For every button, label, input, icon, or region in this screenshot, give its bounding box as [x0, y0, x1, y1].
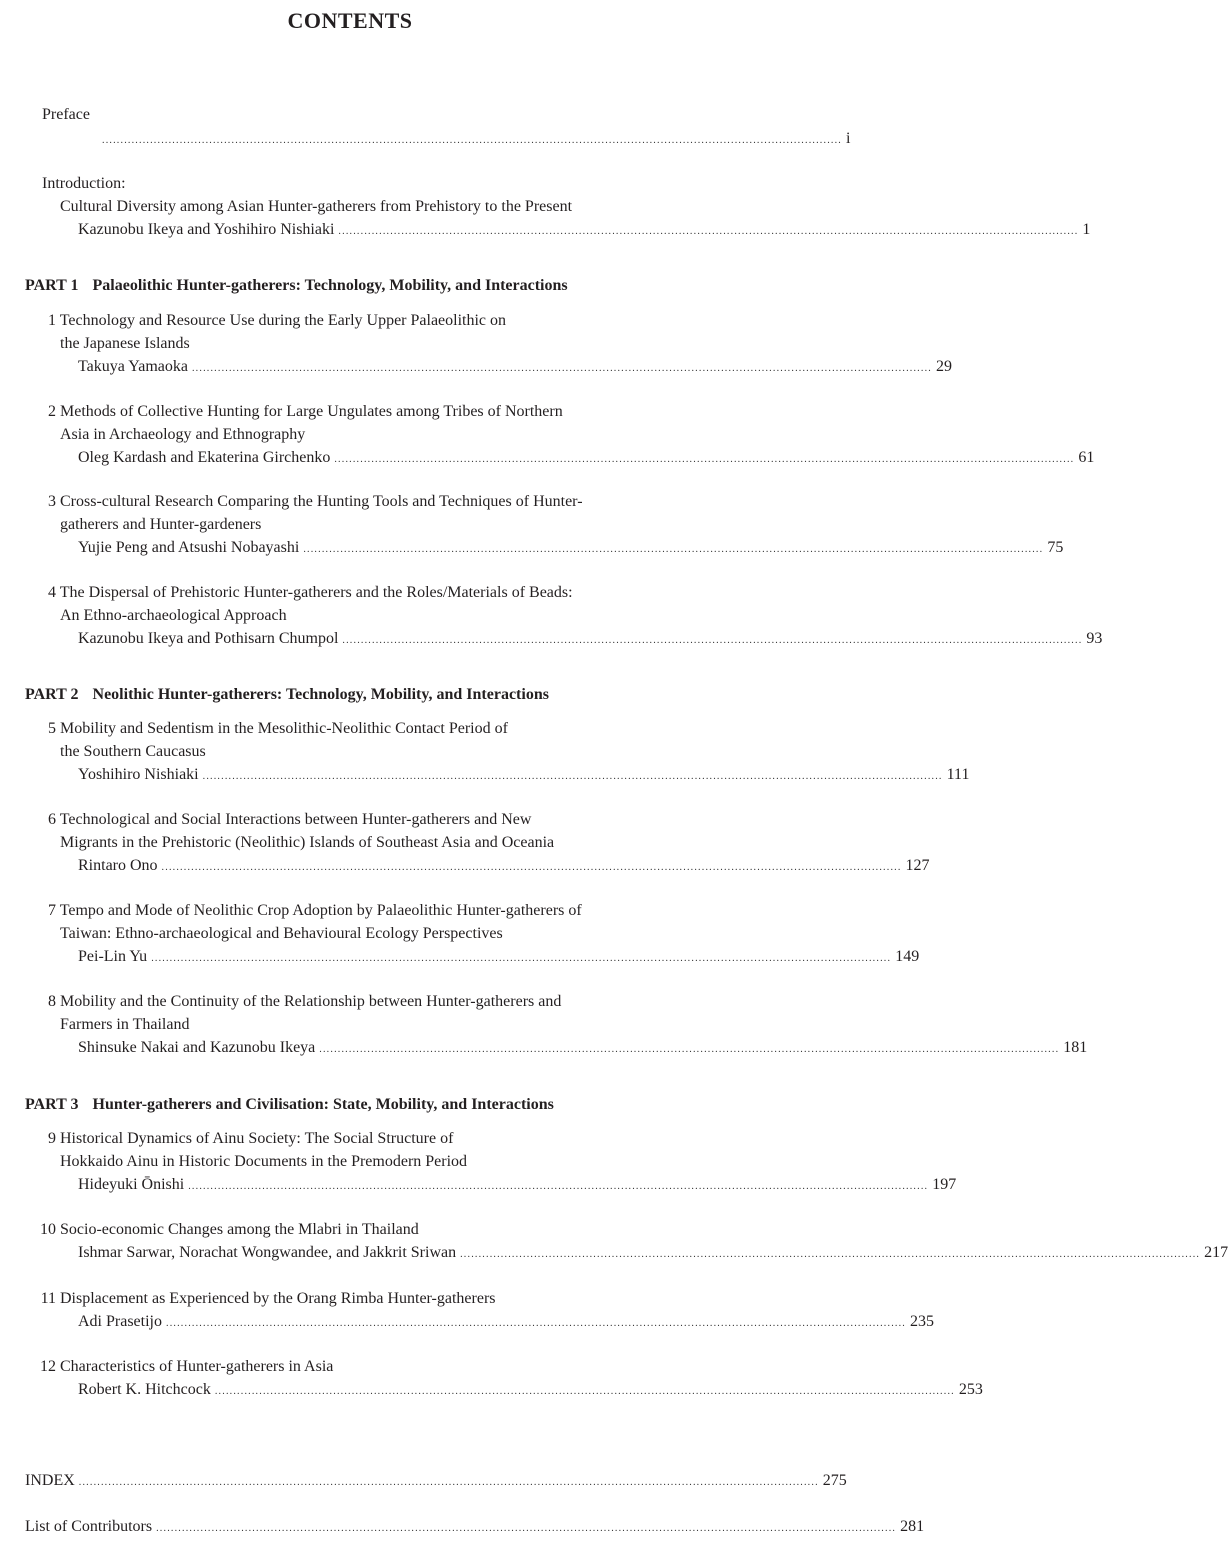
dot-leader: ........................................................................................................................................................................................................ [166, 1318, 906, 1329]
dot-leader: ........................................................................................................................................................................................................ [342, 635, 1083, 646]
chapter-6-title-line-2: Migrants in the Prehistoric (Neolithic) Islands of Southeast Asia and Oceania [60, 834, 555, 851]
chapter-number: 12 [40, 1358, 56, 1375]
chapter-title-text: Mobility and the Continuity of the Relationship between Hunter-gatherers and [60, 993, 562, 1010]
chapter-5-title-line-2: the Southern Caucasus [60, 743, 206, 760]
page-number: 75 [1047, 539, 1064, 556]
chapter-9-authors-line [78, 1173, 957, 1196]
chapter-1-title-line-1 [38, 309, 506, 332]
dot-leader: ........................................................................................................................................................................................................ [319, 1044, 1060, 1055]
chapter-number: 11 [40, 1290, 56, 1307]
preface-leader [102, 127, 851, 150]
dot-leader: ........................................................................................................................................................................................................ [334, 454, 1075, 465]
chapter-4-title-line-2: An Ethno-archaeological Approach [60, 607, 287, 624]
dot-leader: ........................................................................................................................................................................................................ [338, 226, 1079, 237]
chapter-10-authors-line [78, 1241, 1228, 1264]
dot-leader: ........................................................................................................................................................................................................ [156, 1523, 897, 1534]
chapter-title-text: Characteristics of Hunter-gatherers in Asia [60, 1358, 334, 1375]
dot-leader: ........................................................................................................................................................................................................ [214, 1386, 955, 1397]
dot-leader: ........................................................................................................................................................................................................ [188, 1181, 929, 1192]
chapter-1-authors-line [78, 355, 952, 378]
chapter-9-title-line-1 [38, 1127, 453, 1150]
page-number: 235 [910, 1313, 934, 1330]
chapter-authors: Robert K. Hitchcock [78, 1381, 211, 1398]
chapter-number: 7 [48, 902, 56, 919]
dot-leader: ........................................................................................................................................................................................................ [151, 953, 892, 964]
chapter-authors: Oleg Kardash and Ekaterina Girchenko [78, 449, 331, 466]
page-number: 253 [958, 1381, 983, 1398]
chapter-5-authors-line [78, 763, 970, 786]
chapter-title-text: Technology and Resource Use during the Early Upper Palaeolithic on [59, 312, 507, 329]
page-number: 111 [946, 766, 970, 783]
dot-leader: ........................................................................................................................................................................................................ [303, 544, 1044, 555]
introduction-authors-line [78, 218, 1091, 241]
chapter-title-text: Socio-economic Changes among the Mlabri in Thailand [60, 1221, 419, 1238]
part-title: Neolithic Hunter-gatherers: Technology, Mobility, and Interactions [92, 686, 549, 703]
chapter-11-title-line-1 [38, 1287, 496, 1310]
page-number: 149 [895, 948, 920, 965]
page-number: 197 [932, 1176, 957, 1193]
page-number: 127 [905, 857, 930, 874]
page-number: 181 [1063, 1039, 1088, 1056]
chapter-title-text: Technological and Social Interactions between Hunter-gatherers and New [59, 811, 532, 828]
chapter-authors: Adi Prasetijo [78, 1313, 162, 1330]
page-number: 61 [1078, 449, 1095, 466]
page-number: 1 [1082, 221, 1091, 238]
contributors-line [25, 1515, 925, 1538]
part-title: Hunter-gatherers and Civilisation: State, Mobility, and Interactions [92, 1096, 554, 1113]
dot-leader: ........................................................................................................................................................................................................ [161, 862, 902, 873]
page-number: 281 [900, 1518, 925, 1535]
chapter-title-text: Historical Dynamics of Ainu Society: The Social Structure of [60, 1130, 454, 1147]
part-label: PART 2 [25, 686, 79, 703]
chapter-number: 3 [48, 493, 56, 510]
chapter-number: 8 [48, 993, 56, 1010]
part-2-heading [25, 683, 549, 706]
chapter-number: 6 [48, 811, 56, 828]
chapter-9-title-line-2: Hokkaido Ainu in Historic Documents in the Premodern Period [60, 1153, 468, 1170]
chapter-1-title-line-2: the Japanese Islands [60, 335, 190, 352]
chapter-7-authors-line [78, 945, 920, 968]
part-title: Palaeolithic Hunter-gatherers: Technology, Mobility, and Interactions [92, 277, 568, 294]
dot-leader: ........................................................................................................................................................................................................ [202, 771, 943, 782]
page-number: 93 [1086, 630, 1103, 647]
page-number: 29 [935, 358, 952, 375]
chapter-2-authors-line [78, 446, 1095, 469]
chapter-authors: Yoshihiro Nishiaki [78, 766, 199, 783]
chapter-number: 10 [40, 1221, 56, 1238]
chapter-8-authors-line [78, 1036, 1088, 1059]
chapter-2-title-line-1 [38, 400, 563, 423]
chapter-2-title-line-2: Asia in Archaeology and Ethnography [60, 426, 306, 443]
chapter-8-title-line-1 [38, 990, 561, 1013]
chapter-7-title-line-1 [38, 899, 582, 922]
chapter-10-title-line-1 [38, 1218, 419, 1241]
chapter-authors: Takuya Yamaoka [78, 358, 188, 375]
chapter-title-text: Methods of Collective Hunting for Large Ungulates among Tribes of Northern [60, 403, 563, 420]
chapter-title-text: Cross-cultural Research Comparing the Hunting Tools and Techniques of Hunter- [60, 493, 583, 510]
introduction-title: Cultural Diversity among Asian Hunter-gatherers from Prehistory to the Present [60, 198, 573, 215]
chapter-7-title-line-2: Taiwan: Ethno-archaeological and Behavioural Ecology Perspectives [60, 925, 503, 942]
introduction-label: Introduction: [42, 175, 126, 192]
dot-leader: ........................................................................................................................................................................................................ [191, 363, 932, 374]
chapter-6-title-line-1 [38, 808, 531, 831]
chapter-12-authors-line [78, 1378, 983, 1401]
page-number: 217 [1204, 1244, 1228, 1261]
dot-leader: ........................................................................................................................................................................................................ [102, 135, 842, 146]
contents-title: CONTENTS [287, 8, 413, 33]
chapter-5-title-line-1 [38, 717, 508, 740]
chapter-number: 9 [48, 1130, 56, 1147]
chapter-3-title-line-1 [38, 490, 583, 513]
chapter-title-text: Mobility and Sedentism in the Mesolithic-Neolithic Contact Period of [60, 720, 508, 737]
chapter-number: 2 [48, 403, 56, 420]
chapter-number: 5 [48, 720, 56, 737]
page-number: 275 [822, 1472, 847, 1489]
chapter-authors: Hideyuki Ōnishi [78, 1176, 185, 1193]
part-1-heading [25, 274, 568, 297]
chapter-12-title-line-1 [38, 1355, 333, 1378]
chapter-3-authors-line [78, 536, 1064, 559]
chapter-title-text: The Dispersal of Prehistoric Hunter-gatherers and the Roles/Materials of Beads: [59, 584, 573, 601]
index-line [25, 1469, 847, 1492]
chapter-3-title-line-2: gatherers and Hunter-gardeners [60, 516, 262, 533]
chapter-11-authors-line [78, 1310, 934, 1333]
chapter-number: 4 [48, 584, 56, 601]
preface-label: Preface [42, 106, 90, 123]
chapter-authors: Shinsuke Nakai and Kazunobu Ikeya [78, 1039, 316, 1056]
page-number: i [846, 130, 851, 147]
chapter-authors: Kazunobu Ikeya and Yoshihiro Nishiaki [78, 221, 335, 238]
chapter-authors: Pei-Lin Yu [78, 948, 148, 965]
chapter-authors: Ishmar Sarwar, Norachat Wongwandee, and Jakkrit Sriwan [78, 1244, 457, 1261]
contributors-label: List of Contributors [25, 1518, 153, 1535]
dot-leader: ........................................................................................................................................................................................................ [460, 1249, 1201, 1260]
part-3-heading [25, 1093, 554, 1116]
chapter-authors: Rintaro Ono [78, 857, 158, 874]
chapter-8-title-line-2: Farmers in Thailand [60, 1016, 190, 1033]
chapter-title-text: Tempo and Mode of Neolithic Crop Adoption by Palaeolithic Hunter-gatherers of [59, 902, 582, 919]
index-label: INDEX [25, 1472, 75, 1489]
chapter-title-text: Displacement as Experienced by the Orang Rimba Hunter-gatherers [60, 1290, 496, 1307]
part-label: PART 3 [25, 1096, 79, 1113]
chapter-authors: Yujie Peng and Atsushi Nobayashi [78, 539, 300, 556]
chapter-6-authors-line [78, 854, 930, 877]
chapter-4-authors-line [78, 627, 1103, 650]
chapter-authors: Kazunobu Ikeya and Pothisarn Chumpol [78, 630, 339, 647]
part-label: PART 1 [25, 277, 79, 294]
chapter-4-title-line-1 [38, 581, 573, 604]
chapter-number: 1 [48, 312, 56, 329]
dot-leader: ........................................................................................................................................................................................................ [78, 1477, 819, 1488]
